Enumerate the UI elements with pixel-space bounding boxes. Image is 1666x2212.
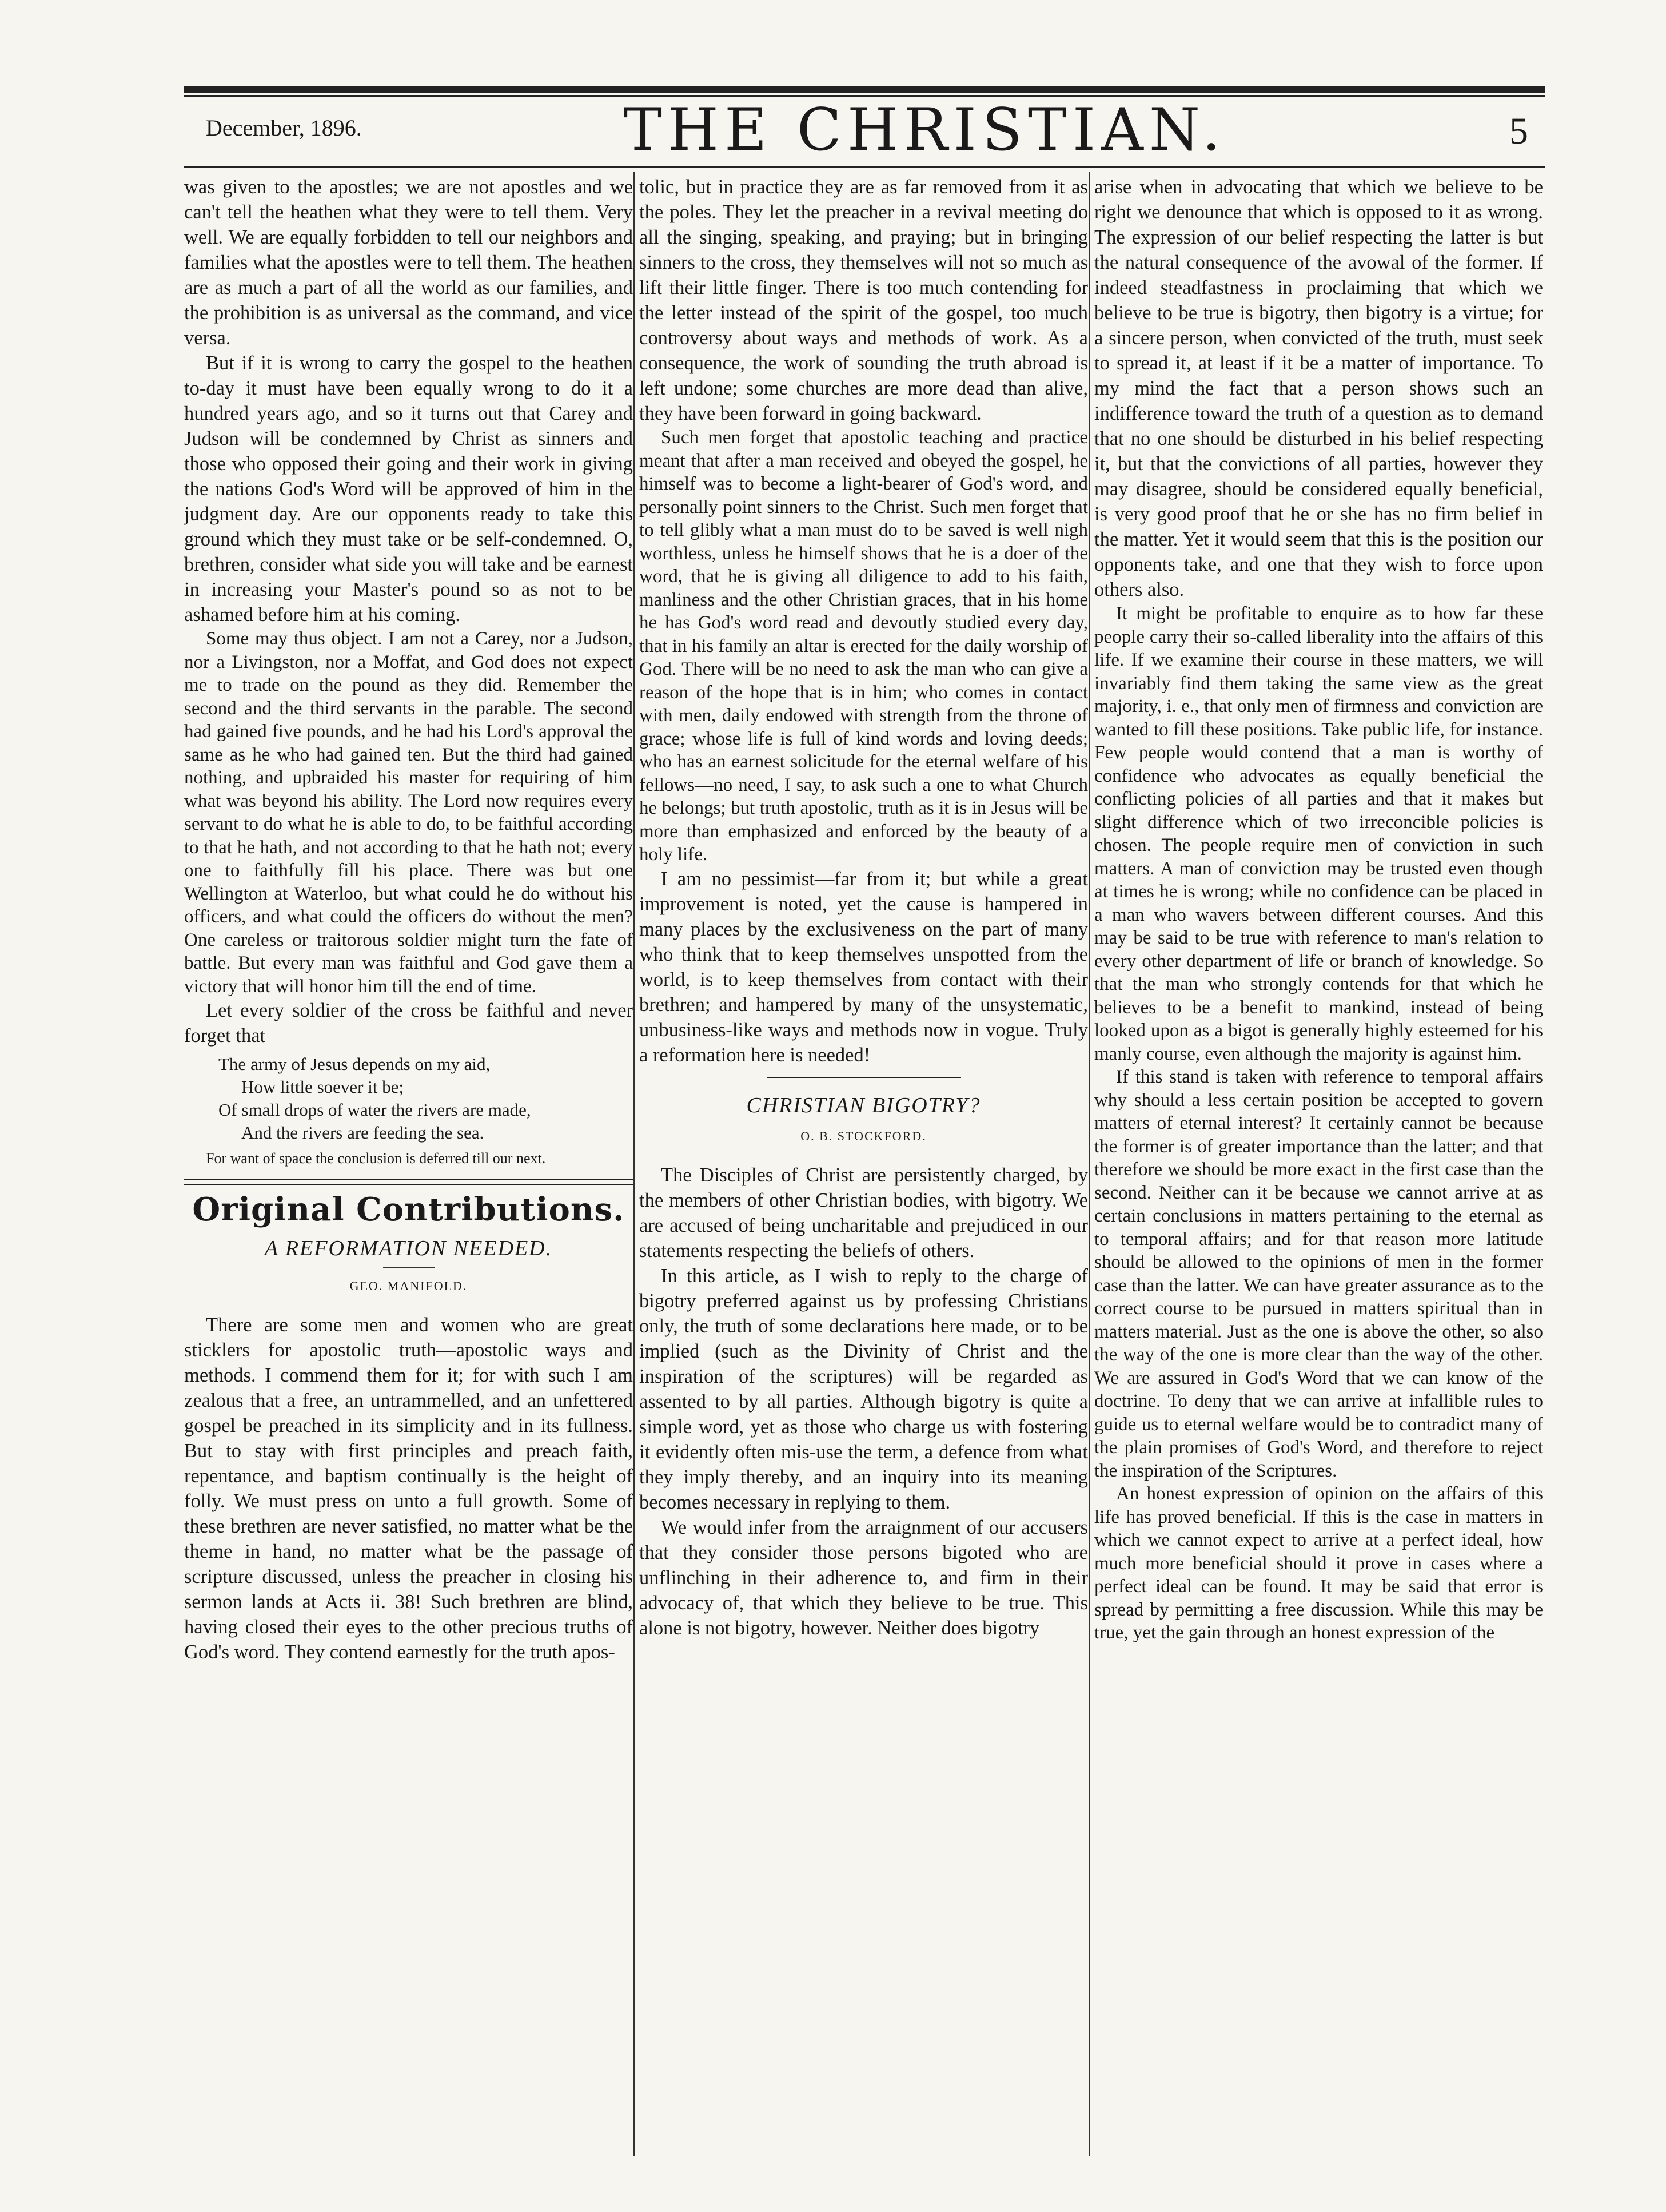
paragraph: Such men forget that apostolic teaching and practice meant that after a man received and obeyed the gospel, he himself was to become a light-bearer of God's word, and personally point sinners to the Christ. Such men forget that to tell glibly what a man must do to be saved is well nigh worthless, unless he himself shows that he is a doer of the word, that he is giving all diligence to add to his faith, manliness and the other Christian graces, that in his home he has God's word read and devoutly studied every day, that in his family an altar is erected for the daily worship of God. There will be no need to ask the man who can give a reason of the hope that is in him; who comes in contact with men, daily endowed with strength from the throne of grace; whose life is full of kind words and loving deeds; who has an earnest solicitude for the eternal welfare of his fellows—no need, I say, to ask such a one to what Church he belongs; but truth apostolic, truth as it is in Jesus will be more than emphasized and enforced by the beauty of a holy life. <box>639 427 1088 865</box>
hymn-verse <box>184 1053 633 1144</box>
paragraph: There are some men and women who are great sticklers for apostolic truth—apostolic ways and methods. I commend them for it; for with such I am zealous that a free, an untrammelled, and an unfettered gospel be preached in its simplicity and in its fullness. But to stay with first principles and preach faith, repentance, and baptism continually is the height of folly. We must press on unto a full growth. Some of these brethren are never satisfied, no matter what be the theme in hand, no matter what be the passage of scripture discussed, unless the preacher in closing his sermon lands at Acts ii. 38! Such brethren are blind, having closed their eyes to the other precious truths of God's word. They contend earnestly for the truth apos- <box>184 1314 633 1663</box>
article-author: O. B. STOCKFORD. <box>800 1128 927 1143</box>
verse-line: And the rivers are feeding the sea. <box>241 1123 484 1143</box>
paragraph: was given to the apostles; we are not apostles and we can't tell the heathen what they were to tell them. Very well. We are equally forbidden to tell our neighbors and families what the apostles were to tell them. The heathen are as much a part of all the world as our families, and the prohibition is as universal as the command, and vice versa. <box>184 176 633 349</box>
column-divider <box>1089 172 1090 2156</box>
page-number: 5 <box>1509 110 1528 152</box>
section-rule <box>184 1179 633 1185</box>
short-rule <box>383 1267 435 1268</box>
column-3 <box>1094 174 1543 1645</box>
paragraph: It might be profitable to enquire as to how far these people carry their so-called liberality into the affairs of this life. If we examine their course in these matters, we will invariably find them taking the same view as the great majority, i. e., that only men of firmness and conviction are wanted to fill these positions. Take public life, for instance. Few people would contend that a man is worthy of confidence who advocates as equally beneficial the conflicting policies of all parties and that it makes but slight difference which of two irreconcible policies is chosen. The people require men of conviction in such matters. A man of conviction may be trusted even though at times he is wrong; while no confidence can be placed in a man who wavers between different courses. And this may be said to be true with reference to man's relation to every other department of life or branch of knowledge. So that the man who strongly contends for that which he believes to be a benefit to mankind, instead of being looked upon as a bigot is generally highly esteemed for his manly course, even although the majority is against him. <box>1094 603 1543 1064</box>
article-rule <box>767 1076 961 1079</box>
paragraph: The Disciples of Christ are persistently charged, by the members of other Christian bodies, with bigotry. We are accused of being uncharitable and prejudiced in our statements respecting the beliefs of others. <box>639 1164 1088 1262</box>
section-heading: Original Contributions. <box>192 1191 625 1228</box>
paragraph: In this article, as I wish to reply to the charge of bigotry preferred against us by professing Christians only, the truth of some declarations here made, or to be implied (such as the Divinity of Christ and the inspiration of the scriptures) will be regarded as assented to by all parties. Although bigotry is quite a simple word, yet as those who charge us with fostering it evidently often mis-use the term, a defence from what they imply thereby, and an inquiry into its meaning becomes necessary in replying to them. <box>639 1264 1088 1513</box>
paragraph: But if it is wrong to carry the gospel to the heathen to-day it must have been equally wrong to do it a hundred years ago, and so it turns out that Carey and Judson will be condemned by Christ as sinners and those who opposed their going and their work in giving the nations God's Word will be approved of him in the judgment day. Are our opponents ready to take this ground which they must take or be self-condemned. O, brethren, consider what side you will take and be earnest in increasing your Master's pound so as not to be ashamed before him at his coming. <box>184 352 633 626</box>
paragraph: If this stand is taken with reference to temporal affairs why should a less certain position be accepted to govern matters of eternal interest? It certainly cannot be because the former is of greater importance than the latter; and that therefore we should be more exact in the first case than the second. Neither can it be because we cannot arrive at as certain conclusions in matters pertaining to the eternal as to temporal affairs; and for that reason more latitude should be allowed to the opinions of men in the former case than the latter. We can have greater assurance as to the correct course to be pursued in matters spiritual than in matters material. Just as the one is above the other, so also the way of the one is more clear than the way of the other. We are assured in God's Word that we can know of the doctrine. To deny that we can arrive at infallible rules to guide us to eternal welfare would be to contradict many of the plain promises of God's Word, and therefore to reject the inspiration of the Scriptures. <box>1094 1067 1543 1481</box>
paragraph: Some may thus object. I am not a Carey, nor a Judson, nor a Livingston, nor a Moffat, and God does not expect me to trade on the pound as they did. Remember the second and the third servants in the parable. The second had gained five pounds, and he had his Lord's approval the same as he who had gained ten. But the third had gained nothing, and upbraided his master for requiring of him what was beyond his ability. The Lord now requires every servant to do what he is able to do, to be faithful according to that he hath, and not according to that he hath not; every one to faithfully fill his place. There was but one Wellington at Waterloo, but what could he do without his officers, and what could the officers do without the men? One careless or traitorous soldier might turn the fate of battle. But every man was faithful and God gave them a victory that will honor him till the end of time. <box>184 628 633 997</box>
verse-line: Of small drops of water the rivers are made, <box>218 1100 531 1120</box>
top-thick-rule <box>184 86 1545 93</box>
paragraph: Let every soldier of the cross be faithful and never forget that <box>184 1000 633 1047</box>
paragraph: I am no pessimist—far from it; but while a great improvement is noted, yet the cause is hampered in many places by the exclusiveness on the part of many who think that to keep themselves unspotted from the world, is to keep themselves from contact with their brethren; and hampered by many of the unsystematic, unbusiness-like ways and methods now in vogue. Truly a reformation here is needed! <box>639 868 1088 1066</box>
article-author: GEO. MANIFOLD. <box>349 1279 468 1293</box>
article-title: CHRISTIAN BIGOTRY? <box>746 1093 981 1117</box>
column-1 <box>184 174 633 1665</box>
paragraph: tolic, but in practice they are as far removed from it as the poles. They let the preacher in a revival meeting do all the singing, speaking, and praying; but in bringing sinners to the cross, they themselves will not so much as lift their little finger. There is too much contending for the letter instead of the spirit of the gospel, too much controversy about ways and methods of work. As a consequence, the work of sounding the truth abroad is left undone; some churches are more dead than alive, they have been forward in going backward. <box>639 176 1088 424</box>
paragraph: arise when in advocating that which we believe to be right we denounce that which is opposed to it as wrong. The expression of our belief respecting the latter is but the natural consequence of the avowal of the former. If indeed steadfastness in proclaiming that which we believe to be true is bigotry, then bigotry is a virtue; for a sincere person, when convicted of the truth, must seek to spread it, at least if it be a matter of importance. To my mind the fact that a person shows such an indifference toward the truth of a question as to demand that no one should be disturbed in his belief respecting it, but that the convictions of all parties, however they may disagree, should be considered equally beneficial, is very good proof that he or she has no firm belief in the matter. Yet it would seem that this is the position our opponents take, and one that they wish to force upon others also. <box>1094 176 1543 600</box>
masthead-title: THE CHRISTIAN. <box>623 96 1226 164</box>
column-divider <box>633 172 635 2156</box>
editor-note: For want of space the conclusion is deferred till our next. <box>206 1150 546 1167</box>
verse-line: How little soever it be; <box>241 1077 404 1097</box>
issue-date: December, 1896. <box>206 115 362 141</box>
column-2 <box>639 174 1088 1641</box>
paragraph: We would infer from the arraignment of our accusers that they consider those persons bigoted who are unflinching in their adherence to, and firm in their advocacy of, that which they believe to be true. This alone is not bigotry, however. Neither does bigotry <box>639 1516 1088 1639</box>
article-title: A REFORMATION NEEDED. <box>264 1236 553 1260</box>
header-rule <box>184 166 1545 168</box>
verse-line: The army of Jesus depends on my aid, <box>218 1054 491 1074</box>
paragraph: An honest expression of opinion on the affairs of this life has proved beneficial. If this is the case in matters in which we cannot expect to arrive at a perfect ideal, how much more beneficial should it prove in cases where a perfect ideal can be found. It may be said that error is spread by permitting a free discussion. While this may be true, yet the gain through an honest expression of the <box>1094 1483 1543 1643</box>
